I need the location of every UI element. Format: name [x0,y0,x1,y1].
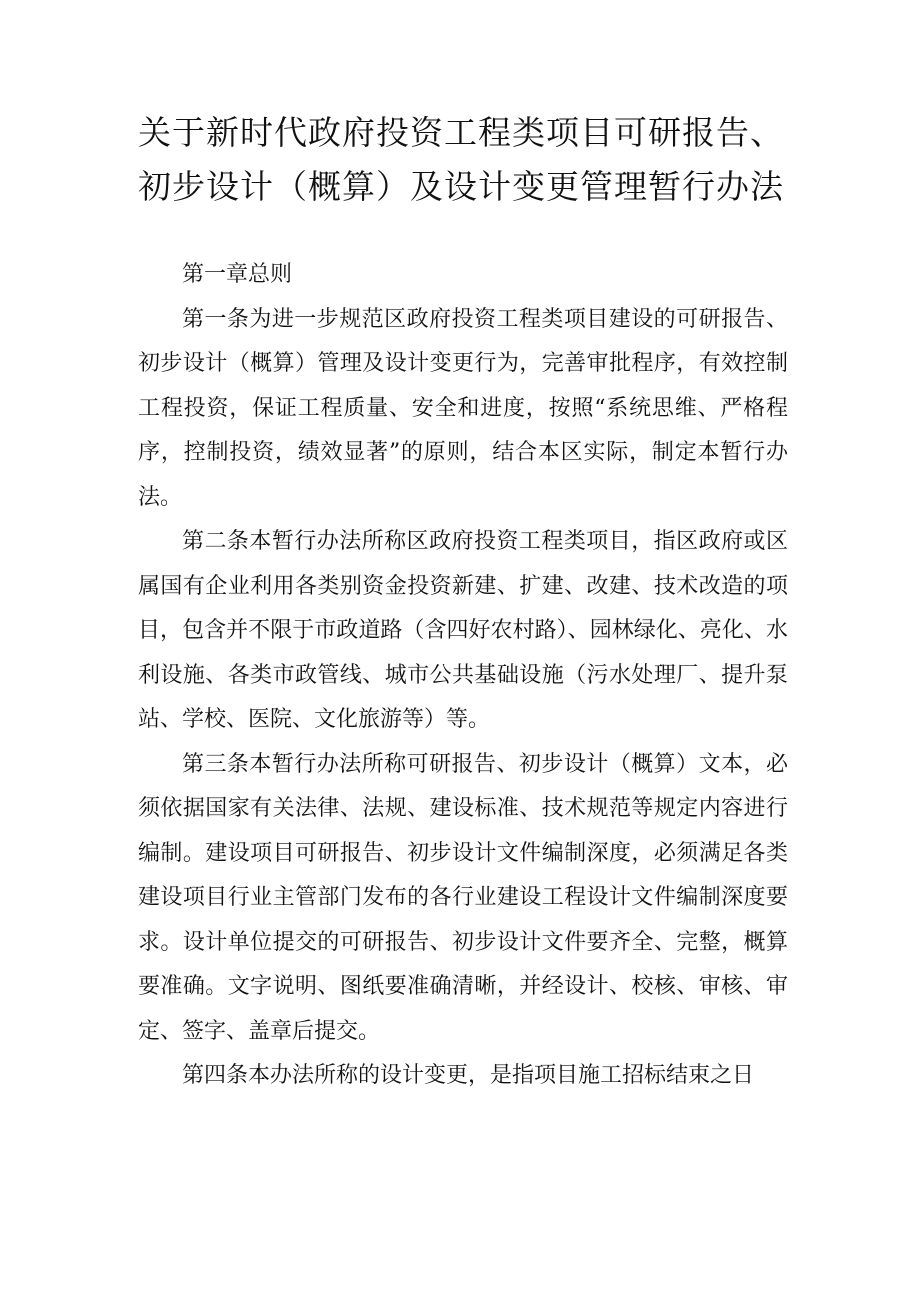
article-3: 第三条本暂行办法所称可研报告、初步设计（概算）文本，必须依据国家有关法律、法规、建设标准、技术规范等规定内容进行编制。建设项目可研报告、初步设计文件编制深度，必须满足各类建设项目行业主管部门发布的各行业建设工程设计文件编制深度要求。设计单位提交的可研报告、初步设计文件要齐全、完整，概算要准确。文字说明、图纸要准确清晰，并经设计、校核、审核、审定、签字、盖章后提交。 [138,751,788,1044]
document-title [138,106,838,214]
document-body [138,253,788,1099]
title-line-1: 关于新时代政府投资工程类项目可研报告、 [138,113,784,152]
article-2: 第二条本暂行办法所称区政府投资工程类项目，指区政府或区属国有企业利用各类别资金投资新建、扩建、改建、技术改造的项目，包含并不限于市政道路（含四好农村路）、园林绿化、亮化、水利设施、各类市政管线、城市公共基础设施（污水处理厂、提升泵站、学校、医院、文化旅游等）等。 [138,529,788,732]
article-4: 第四条本办法所称的设计变更，是指项目施工招标结束之日 [182,1063,755,1088]
title-line-2: 初步设计（概算）及设计变更管理暂行办法 [138,167,784,206]
chapter-heading: 第一章总则 [182,262,293,287]
article-1: 第一条为进一步规范区政府投资工程类项目建设的可研报告、初步设计（概算）管理及设计变更行为，完善审批程序，有效控制工程投资，保证工程质量、安全和进度，按照“系统思维、严格程序，控制投资，绩效显著”的原则，结合本区实际，制定本暂行办法。 [138,306,788,510]
